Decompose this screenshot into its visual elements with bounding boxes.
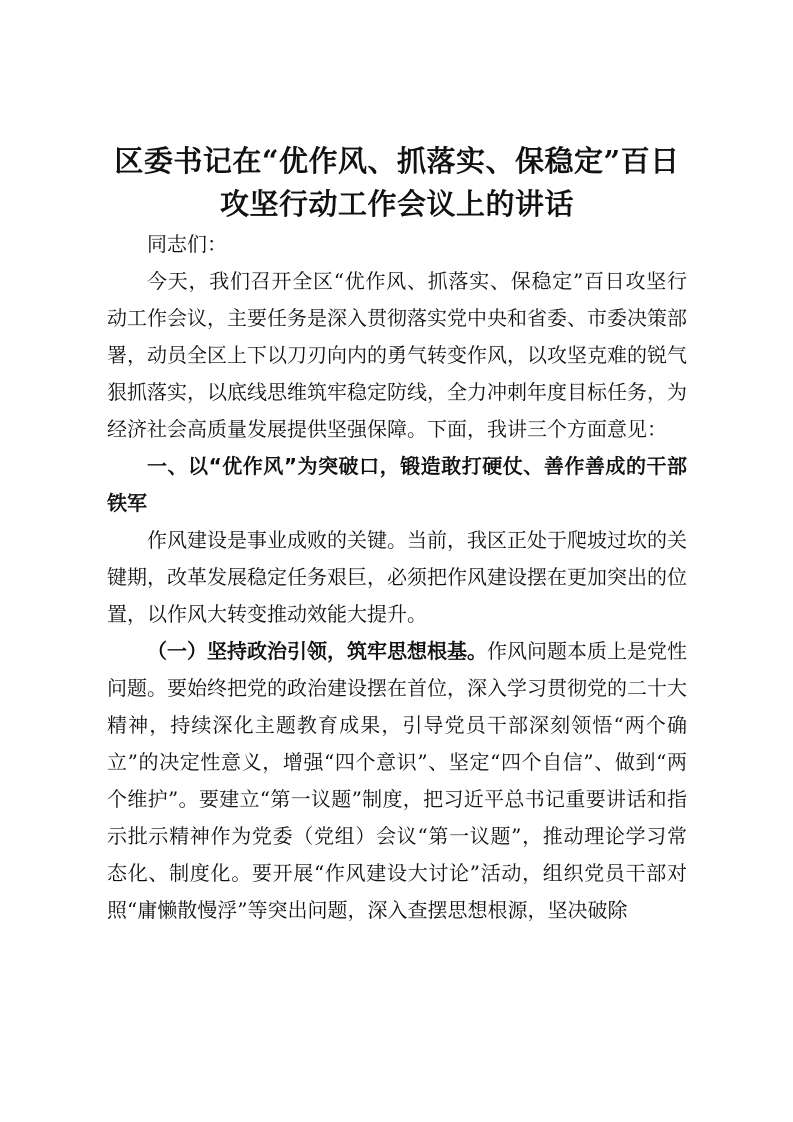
title-line-2: 攻坚行动工作会议上的讲话 [219, 187, 574, 221]
section-1-heading: 一、以“优作风”为突破口，锻造敢打硬仗、善作善成的干部铁军 [107, 454, 687, 515]
title-line-1: 区委书记在“优作风、抓落实、保稳定”百日 [114, 144, 680, 178]
document-body [107, 140, 687, 929]
section-1-paragraph: 作风建设是事业成败的关键。当前，我区正处于爬坡过坎的关键期，改革发展稳定任务艰巨，必须把作风建设摆在更加突出的位置，以作风大转变推动效能大提升。 [107, 528, 687, 626]
document-title [107, 140, 687, 226]
salutation: 同志们： [147, 232, 227, 256]
subsection-1-heading: （一）坚持政治引领，筑牢思想根基。 [147, 639, 487, 663]
subsection-1-paragraph [107, 633, 687, 929]
subsection-1-body: 作风问题本质上是党性问题。要始终把党的政治建设摆在首位，深入学习贯彻党的二十大精神，持续深化主题教育成果，引导党员干部深刻领悟“两个确立”的决定性意义，增强“四个意识”、坚定“四个自信”、做到“两个维护”。要建立“第一议题”制度，把习近平总书记重要讲话和指示批示精神作为党委（党组）会议“第一议题”，推动理论学习常态化、制度化。要开展“作风建设大讨论”活动，组织党员干部对照“庸懒散慢浮”等突出问题，深入查摆思想根源，坚决破除 [107, 639, 687, 922]
intro-paragraph: 今天，我们召开全区“优作风、抓落实、保稳定”百日攻坚行动工作会议，主要任务是深入贯彻落实党中央和省委、市委决策部署，动员全区上下以刀刃向内的勇气转变作风，以攻坚克难的锐气狠抓落实，以底线思维筑牢稳定防线，全力冲刺年度目标任务，为经济社会高质量发展提供坚强保障。下面，我讲三个方面意见： [107, 269, 687, 441]
